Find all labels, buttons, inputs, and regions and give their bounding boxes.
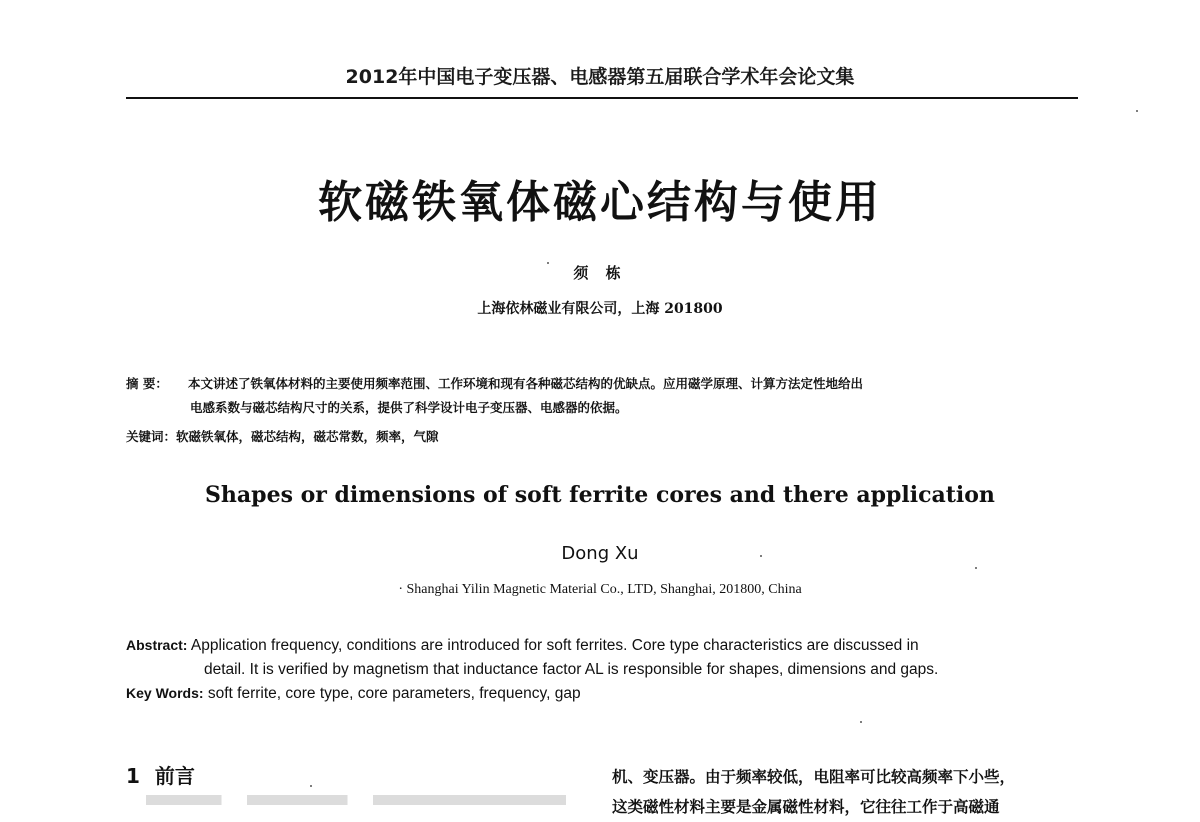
scan-speck	[1136, 110, 1138, 112]
section-heading	[126, 760, 195, 789]
affiliation-cn: 上海依林磁业有限公司，上海 201800	[477, 301, 723, 317]
abstract-cn-line2: 电感系数与磁芯结构尺寸的关系，提供了科学设计电子变压器、电感器的依据。	[190, 400, 628, 415]
keywords-cn-text: 软磁铁氧体，磁芯结构，磁芯常数，频率，气隙	[176, 429, 439, 444]
keywords-cn-label: 关键词：	[126, 429, 177, 444]
author-cn: 须 栋	[573, 264, 627, 282]
abstract-en	[126, 633, 1081, 682]
abstract-cn-line1: 本文讲述了铁氧体材料的主要使用频率范围、工作环境和现有各种磁芯结构的优缺点。应用磁学原理、计算方法定性地给出	[188, 376, 864, 391]
cropped-left-column-text	[146, 795, 566, 805]
keywords-en-label: Key Words:	[126, 685, 204, 701]
scan-speck	[310, 785, 312, 787]
right-column-line2: 这类磁性材料主要是金属磁性材料，它往往工作于高磁通	[612, 798, 1000, 816]
proceedings-header: 2012年中国电子变压器、电感器第五届联合学术年会论文集	[345, 66, 855, 88]
scan-speck	[975, 567, 977, 569]
keywords-en	[126, 685, 1081, 703]
scan-speck	[860, 721, 862, 723]
scan-speck	[760, 555, 762, 557]
right-column-text	[612, 762, 1082, 822]
author-en: Dong Xu	[561, 543, 639, 564]
affiliation-en: · Shanghai Yilin Magnetic Material Co., LTD, Shanghai, 201800, China	[398, 582, 802, 597]
keywords-cn	[126, 427, 1081, 445]
abstract-cn	[126, 372, 1081, 420]
paper-title-cn: 软磁铁氧体磁心结构与使用	[318, 177, 882, 228]
header-rule	[126, 97, 1078, 99]
keywords-en-text: soft ferrite, core type, core parameters, frequency, gap	[207, 685, 581, 702]
abstract-en-line1: Application frequency, conditions are introduced for soft ferrites. Core type characteristics are discussed in	[190, 637, 919, 654]
section-title: 前言	[154, 764, 195, 788]
abstract-cn-label: 摘 要：	[126, 376, 168, 391]
section-number: 1	[126, 764, 140, 788]
affiliation-en-text: Shanghai Yilin Magnetic Material Co., LTD, Shanghai, 201800, China	[406, 582, 802, 597]
scan-speck	[547, 262, 549, 264]
paper-title-en: Shapes or dimensions of soft ferrite cores and there application	[205, 482, 995, 508]
abstract-en-line2: detail. It is verified by magnetism that inductance factor AL is responsible for shapes, dimensions and gaps.	[204, 661, 939, 678]
right-column-line1: 机、变压器。由于频率较低，电阻率可比较高频率下小些，	[612, 768, 1016, 786]
abstract-en-label: Abstract:	[126, 637, 188, 653]
